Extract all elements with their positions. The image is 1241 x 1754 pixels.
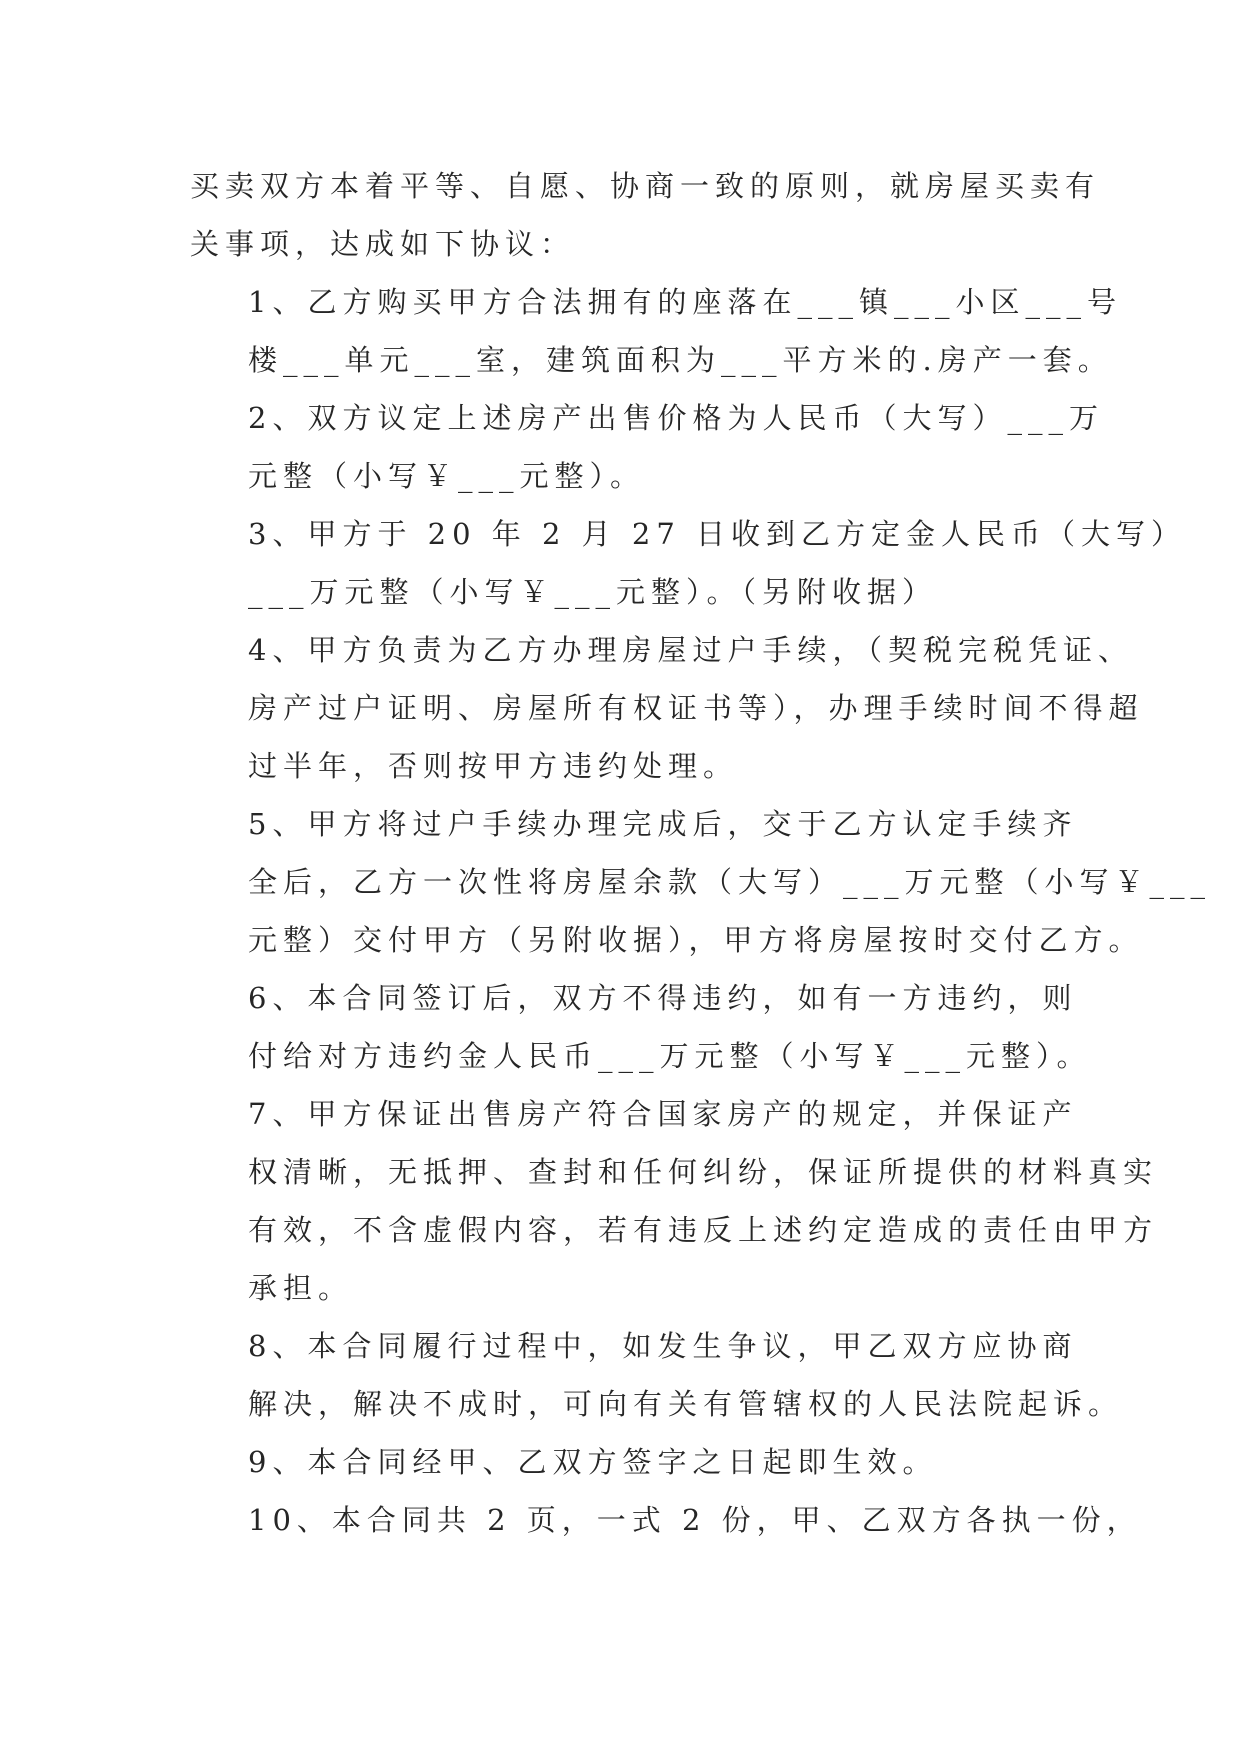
text-line: 6、本合同签订后，双方不得违约，如有一方违约，则 bbox=[248, 981, 1078, 1015]
text-line: ___万元整（小写￥___元整）。（另附收据） bbox=[248, 575, 938, 609]
clause-10 bbox=[190, 1491, 1142, 1549]
text-line: 8、本合同履行过程中，如发生争议，甲乙双方应协商 bbox=[248, 1329, 1078, 1363]
text-line: 2、双方议定上述房产出售价格为人民币（大写）___万 bbox=[248, 401, 1104, 435]
text-line: 7、甲方保证出售房产符合国家房产的规定，并保证产 bbox=[248, 1097, 1078, 1131]
text-line: 5、甲方将过户手续办理完成后，交于乙方认定手续齐 bbox=[248, 807, 1078, 841]
clause-8 bbox=[190, 1317, 1124, 1433]
text-line: 9、本合同经甲、乙双方签字之日起即生效。 bbox=[248, 1445, 938, 1479]
text-line: 付给对方违约金人民币___万元整（小写￥___元整）。 bbox=[248, 1039, 1092, 1073]
text-line: 解决，解决不成时，可向有关有管辖权的人民法院起诉。 bbox=[248, 1387, 1124, 1421]
text-line: 10、本合同共 2 页，一式 2 份，甲、乙双方各执一份， bbox=[248, 1503, 1142, 1537]
clause-5 bbox=[190, 795, 1212, 969]
clause-2 bbox=[190, 389, 1104, 505]
text-line: 元整（小写￥___元整）。 bbox=[248, 459, 646, 493]
paragraph-preamble bbox=[190, 157, 1101, 273]
clause-9 bbox=[190, 1433, 1051, 1491]
text-line: 元整）交付甲方（另附收据），甲方将房屋按时交付乙方。 bbox=[248, 923, 1144, 957]
text-line: 关事项，达成如下协议： bbox=[190, 227, 576, 261]
text-line: 4、甲方负责为乙方办理房屋过户手续，（契税完税凭证、 bbox=[248, 633, 1133, 667]
text-line: 过半年，否则按甲方违约处理。 bbox=[248, 749, 739, 783]
clause-1 bbox=[190, 273, 1122, 389]
clause-4 bbox=[190, 621, 1144, 795]
text-line: 1、乙方购买甲方合法拥有的座落在___镇___小区___号 bbox=[248, 285, 1122, 319]
text-line: 有效，不含虚假内容，若有违反上述约定造成的责任由甲方 bbox=[248, 1213, 1159, 1247]
text-line: 房产过户证明、房屋所有权证书等），办理手续时间不得超 bbox=[248, 691, 1144, 725]
text-line: 3、甲方于 20 年 2 月 27 日收到乙方定金人民币（大写） bbox=[248, 517, 1187, 551]
text-line: 权清晰，无抵押、查封和任何纠纷，保证所提供的材料真实 bbox=[248, 1155, 1159, 1189]
text-line: 楼___单元___室，建筑面积为___平方米的.房产一套。 bbox=[248, 343, 1113, 377]
text-line: 全后，乙方一次性将房屋余款（大写）___万元整（小写￥___ bbox=[248, 865, 1212, 899]
contract-body bbox=[190, 157, 1212, 1549]
clause-3 bbox=[190, 505, 1187, 621]
text-line: 买卖双方本着平等、自愿、协商一致的原则，就房屋买卖有 bbox=[190, 169, 1101, 203]
text-line: 承担。 bbox=[248, 1271, 354, 1305]
clause-7 bbox=[190, 1085, 1159, 1317]
clause-6 bbox=[190, 969, 1092, 1085]
